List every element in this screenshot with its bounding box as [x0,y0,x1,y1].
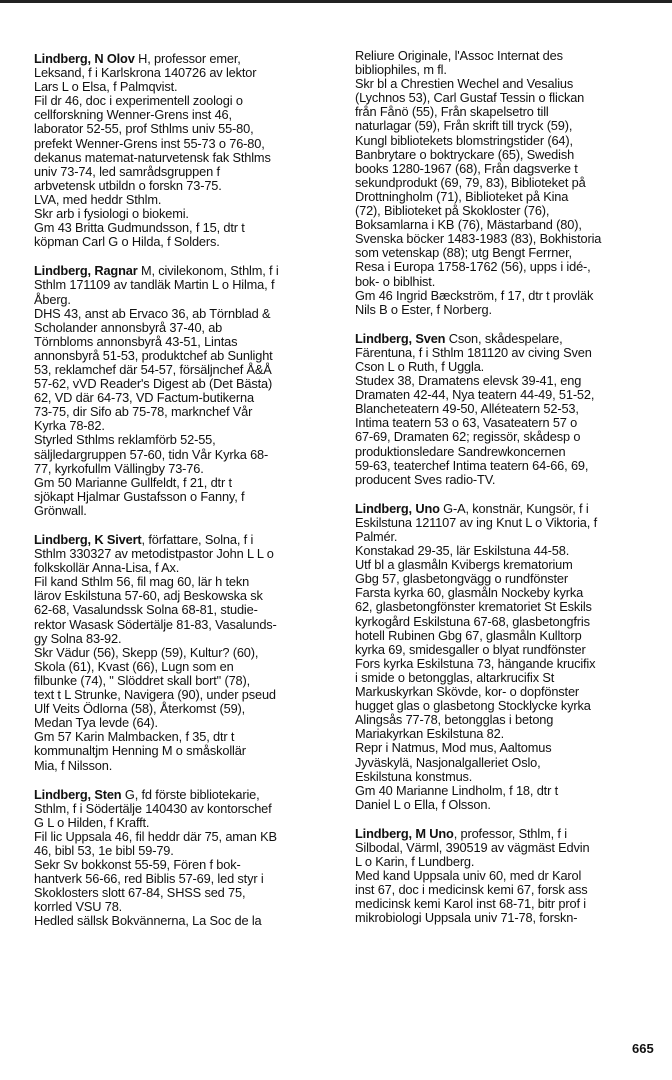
entry-line [355,756,659,770]
entry-text: hugget glas o glasbetong Stocklycke kyrka [355,698,591,714]
entry-line [355,558,659,572]
entry-line [34,561,338,575]
entry-name: Lindberg, Sten [34,786,122,802]
entry-line [34,80,338,94]
entry-text: Palmér. [355,529,398,544]
entry-text: Resa i Europa 1758-1762 (56), upps i idé-, [355,259,591,275]
biography-entry [34,788,338,929]
entry-line [34,533,338,547]
entry-line [355,911,659,925]
entry-text: Törnbloms annonsbyrå 43-51, Lintas [34,333,238,349]
entry-text: Konstakad 29-35, lär Eskilstuna 44-58. [355,543,570,559]
entry-line [355,63,659,77]
entry-text: Med kand Uppsala univ 60, med dr Karol [355,868,582,884]
entry-text: Intima teatern 53 o 63, Vasateatern 57 o [355,415,578,431]
entry-line [34,575,338,589]
entry-text: cellforskning Wenner-Grens inst 46, [34,107,232,123]
entry-line [34,264,338,278]
entry-text: Boksamlarna i KB (76), Mästarband (80), [355,217,582,233]
entry-line [34,872,338,886]
entry-text: LVA, med heddr Sthlm. [34,191,162,207]
entry-line [355,671,659,685]
entry-text: Mia, f Nilsson. [34,757,113,773]
entry-line [355,260,659,274]
entry-line [34,744,338,758]
entry-text: 62, VD där 64-73, VD Factum-butikerna [34,390,254,406]
biography-entry [355,502,659,812]
entry-line [34,858,338,872]
entry-line [355,530,659,544]
entry-text: 73-75, dir Sifo ab 75-78, marknchef Vår [34,404,253,420]
entry-text: produktionsledare Sandrewkoncernen [355,443,566,459]
entry-text: Åberg. [34,291,71,307]
entry-line [34,589,338,603]
entry-line [34,293,338,307]
entry-text: inst 67, doc i medicinsk kemi 67, forsk ass [355,882,588,898]
entry-line [34,688,338,702]
entry-line [34,165,338,179]
entry-line [355,685,659,699]
entry-text: 62, glasbetongfönster krematoriet St Eskils [355,599,592,615]
entry-text: univ 73-74, led samrådsgruppen f [34,163,220,179]
biography-entry [34,264,338,518]
entry-line [355,459,659,473]
entry-line [355,77,659,91]
entry-line [355,473,659,487]
entry-line [34,405,338,419]
biography-entry [355,49,659,317]
entry-line [355,727,659,741]
entry-text: Eskilstuna 121107 av ing Knut L o Viktoria, f [355,514,597,530]
entry-text: säljledargruppen 57-60, tidn Vår Kyrka 68- [34,446,269,462]
entry-line [355,713,659,727]
entry-text: Jyväskylä, Nasjonalgalleriet Oslo, [355,754,541,770]
entry-text: Sekr Sv bokkonst 55-59, Fören f bok- [34,857,241,873]
page-top-edge [0,0,672,3]
entry-line [34,816,338,830]
entry-text: sekundprodukt (69, 79, 83), Biblioteket på [355,174,586,190]
entry-line [34,900,338,914]
entry-name: Lindberg, Ragnar [34,263,138,279]
entry-text: Hedled sällsk Bokvännerna, La Soc de la [34,913,262,929]
entry-line [355,699,659,713]
entry-line [34,377,338,391]
entry-text: Styrled Sthlms reklamförb 52-55, [34,432,216,448]
entry-text: DHS 43, anst ab Ervaco 36, ab Törnblad & [34,305,271,321]
entry-text: annonsbyrå 51-53, produktchef ab Sunlight [34,347,273,363]
entry-text: naturlagar (59), Från skrift till tryck (59), [355,118,573,134]
entry-text: Blancheteatern 49-50, Alléteatern 52-53, [355,401,579,417]
entry-text: Gbg 57, glasbetongvägg o rundfönster [355,571,569,587]
entry-text: mikrobiologi Uppsala univ 71-78, forskn- [355,910,578,926]
biography-entry [34,52,338,249]
entry-line [34,179,338,193]
entry-text: Silbodal, Värml, 390519 av vägmäst Edvin [355,839,590,855]
entry-line [355,204,659,218]
entry-line [355,91,659,105]
left-column [34,52,338,944]
entry-text: Studex 38, Dramatens elevsk 39-41, eng [355,373,582,389]
entry-text: 53, reklamchef där 54-57, försäljnchef Å&Å [34,361,272,377]
entry-text: Utf bl a glasmåln Kvibergs krematorium [355,557,573,573]
entry-text: Sthlm 171109 av tandläk Martin L o Hilma, f [34,277,275,293]
entry-line [34,702,338,716]
entry-text: 67-69, Dramaten 62; regissör, skådesp o [355,429,581,445]
entry-line [355,827,659,841]
entry-line [34,618,338,632]
entry-line [355,246,659,260]
entry-line [355,586,659,600]
entry-text: Repr i Natmus, Mod mus, Aaltomus [355,740,552,756]
entry-line [34,122,338,136]
entry-line [34,433,338,447]
entry-line [355,430,659,444]
entry-line [34,321,338,335]
entry-line [355,572,659,586]
entry-line [34,391,338,405]
entry-line [34,660,338,674]
entry-line [34,66,338,80]
entry-text: Sthlm 330327 av metodistpastor John L L o [34,546,274,562]
entry-line [34,632,338,646]
entry-text: Cson, skådespelare, [445,330,563,346]
entry-text: books 1280-1967 (68), Från dagsverke t [355,160,578,176]
entry-text: Lars L o Elsa, f Palmqvist. [34,79,178,95]
entry-text: Nils B o Ester, f Norberg. [355,301,492,317]
entry-text: Gm 40 Marianne Lindholm, f 18, dtr t [355,782,559,798]
entry-line [34,221,338,235]
entry-line [355,629,659,643]
entry-line [34,802,338,816]
entry-text: Svenska böcker 1483-1983 (83), Bokhistoria [355,231,602,247]
entry-text: (72), Biblioteket på Skokloster (76), [355,203,550,219]
entry-text: bibliophiles, m fl. [355,62,447,78]
entry-line [34,674,338,688]
entry-line [355,869,659,883]
biography-entry [34,533,338,773]
entry-line [355,346,659,360]
page-number: 665 [632,1041,654,1056]
entry-text: Fil lic Uppsala 46, fil heddr där 75, aman KB [34,828,277,844]
entry-line [34,108,338,122]
entry-line [34,335,338,349]
entry-line [34,462,338,476]
entry-text: 46, bibl 53, 1e bibl 59-79. [34,842,174,858]
entry-line [34,448,338,462]
entry-line [355,784,659,798]
entry-line [355,303,659,317]
entry-text: Fil dr 46, doc i experimentell zoologi o [34,93,243,109]
entry-text: G, fd förste bibliotekarie, [121,786,260,802]
entry-line [34,759,338,773]
entry-text: kyrka 69, smidesgaller o blyat rundfönster [355,641,586,657]
entry-text: Gm 50 Marianne Gullfeldt, f 21, dtr t [34,474,232,490]
entry-line [355,657,659,671]
entry-line [34,646,338,660]
entry-text: Gm 46 Ingrid Bæckström, f 17, dtr t provläk [355,287,594,303]
entry-line [355,360,659,374]
entry-text: hantverk 56-66, red Biblis 57-69, led styr i [34,871,264,887]
entry-text: Scholander annonsbyrå 37-40, ab [34,319,223,335]
entry-text: gy Solna 83-92. [34,630,122,646]
entry-line [355,162,659,176]
entry-text: Daniel L o Ella, f Olsson. [355,796,491,812]
entry-line [34,419,338,433]
entry-text: Kyrka 78-82. [34,418,105,434]
entry-text: prefekt Wenner-Grens inst 55-73 o 76-80, [34,135,265,151]
entry-line [34,603,338,617]
entry-text: Skola (61), Kvast (66), Lugn som en [34,658,234,674]
entry-line [34,52,338,66]
entry-line [34,490,338,504]
entry-text: Ulf Veits Ödlorna (58), Återkomst (59), [34,701,246,717]
entry-line [34,307,338,321]
entry-text: producent Sves radio-TV. [355,471,496,487]
entry-line [34,788,338,802]
entry-line [355,190,659,204]
entry-text: , professor, Sthlm, f i [453,825,567,841]
entry-text: arbvetensk utbildn o forskn 73-75. [34,177,222,193]
entry-text: Färentuna, f i Sthlm 181120 av civing Sven [355,344,592,360]
entry-line [34,94,338,108]
entry-text: bok- o biblhist. [355,273,436,289]
entry-line [355,332,659,346]
entry-line [355,218,659,232]
entry-line [355,416,659,430]
entry-line [355,289,659,303]
entry-text: 62-68, Vasalundssk Solna 68-81, studie- [34,602,258,618]
entry-text: korrled VSU 78. [34,899,123,915]
entry-line [355,176,659,190]
entry-line [355,544,659,558]
entry-line [355,445,659,459]
entry-text: hotell Rubinen Gbg 67, glasmåln Kulltorp [355,627,582,643]
entry-text: Sthlm, f i Södertälje 140430 av kontorschef [34,800,272,816]
entry-line [355,275,659,289]
entry-line [34,730,338,744]
entry-text: Farsta kyrka 60, glasmåln Nockeby kyrka [355,585,584,601]
entry-line [355,516,659,530]
entry-text: Gm 43 Britta Gudmundsson, f 15, dtr t [34,220,245,236]
right-column [355,49,659,941]
entry-line [34,151,338,165]
entry-text: kommunaltjm Henning M o småskollär [34,743,246,759]
entry-text: folkskollär Anna-Lisa, f Ax. [34,560,180,576]
entry-line [355,105,659,119]
entry-line [34,547,338,561]
entry-text: Skr Vädur (56), Skepp (59), Kultur? (60), [34,644,259,660]
entry-text: från Fånö (55), Från skapelsetro till [355,104,549,120]
entry-text: L o Karin, f Lundberg. [355,854,475,870]
entry-line [355,502,659,516]
entry-line [355,600,659,614]
entry-text: rektor Wasask Södertälje 81-83, Vasalunds- [34,616,277,632]
entry-text: Fil kand Sthlm 56, fil mag 60, lär h tekn [34,574,250,590]
entry-text: , författare, Solna, f i [141,532,254,547]
entry-line [34,363,338,377]
entry-text: 59-63, teaterchef Intima teatern 64-66, 69, [355,457,589,473]
entry-line [34,207,338,221]
entry-line [34,476,338,490]
entry-name: Lindberg, Uno [355,500,440,516]
entry-text: Banbrytare o boktryckare (65), Swedish [355,146,575,162]
entry-line [355,402,659,416]
entry-line [355,741,659,755]
entry-name: Lindberg, Sven [355,330,446,346]
entry-line [34,193,338,207]
entry-text: Cson L o Ruth, f Uggla. [355,358,485,374]
entry-line [34,235,338,249]
biography-entry [355,332,659,487]
entry-text: Leksand, f i Karlskrona 140726 av lektor [34,65,257,81]
entry-text: laborator 52-55, prof Sthlms univ 55-80, [34,121,254,137]
entry-line [34,137,338,151]
entry-name: Lindberg, K Sivert [34,532,142,547]
entry-text: G L o Hilden, f Krafft. [34,814,150,830]
entry-line [355,148,659,162]
entry-text: kyrkogård Eskilstuna 67-68, glasbetongfris [355,613,590,629]
entry-line [355,897,659,911]
entry-text: Reliure Originale, l'Assoc Internat des [355,48,563,63]
entry-text: Kungl bibliotekets blomstringstider (64), [355,132,573,148]
entry-text: medicinsk kemi Karol inst 68-71, bitr prof i [355,896,586,912]
entry-line [355,615,659,629]
entry-text: 57-62, vVD Reader's Digest ab (Det Bästa) [34,376,273,392]
entry-text: som vetenskap (88); utg Bengt Ferrner, [355,245,572,261]
entry-line [355,388,659,402]
entry-line [34,914,338,928]
entry-line [355,49,659,63]
entry-text: dekanus matemat-naturvetensk fak Sthlms [34,149,271,165]
entry-line [34,716,338,730]
entry-line [355,770,659,784]
entry-line [355,119,659,133]
entry-name: Lindberg, M Uno [355,825,454,841]
entry-text: i smide o betongglas, altarkrucifix St [355,669,555,685]
entry-text: Grönwall. [34,502,87,518]
biography-entry [355,827,659,926]
entry-line [355,232,659,246]
entry-line [355,798,659,812]
entry-text: Skr bl a Chrestien Wechel and Vesalius [355,76,574,92]
entry-line [34,830,338,844]
entry-text: G-A, konstnär, Kungsör, f i [439,500,589,516]
entry-text: text t L Strunke, Navigera (90), under pseud [34,687,276,703]
entry-text: 77, kyrkofullm Vällingby 73-76. [34,460,204,476]
entry-line [355,855,659,869]
entry-line [355,643,659,657]
entry-line [34,278,338,292]
entry-text: lärov Eskilstuna 57-60, adj Beskowska sk [34,588,263,604]
entry-text: sjökapt Hjalmar Gustafsson o Fanny, f [34,488,245,504]
entry-text: köpman Carl G o Hilda, f Solders. [34,234,220,250]
entry-text: Alingsås 77-78, betongglas i betong [355,712,554,728]
entry-text: (Lychnos 53), Carl Gustaf Tessin o flickan [355,90,585,106]
entry-text: filbunke (74), " Slöddret skall bort" (78), [34,672,251,688]
entry-line [355,374,659,388]
entry-name: Lindberg, N Olov [34,51,135,66]
entry-text: Skoklosters slott 67-84, SHSS sed 75, [34,885,246,901]
entry-text: Medan Tya levde (64). [34,715,158,731]
entry-line [355,883,659,897]
entry-text: Dramaten 42-44, Nya teatern 44-49, 51-52, [355,387,595,403]
entry-text: Drottningholm (71), Biblioteket på Kina [355,188,569,204]
entry-line [355,841,659,855]
entry-line [34,504,338,518]
entry-line [34,886,338,900]
entry-text: Eskilstuna konstmus. [355,768,473,784]
entry-text: M, civilekonom, Sthlm, f i [137,263,279,279]
entry-text: Skr arb i fysiologi o biokemi. [34,206,189,222]
entry-line [355,134,659,148]
entry-text: Gm 57 Karin Malmbacken, f 35, dtr t [34,729,235,745]
entry-text: Markuskyrkan Skövde, kor- o dopfönster [355,684,580,700]
entry-line [34,349,338,363]
entry-text: Fors kyrka Eskilstuna 73, hängande krucifix [355,655,596,671]
entry-line [34,844,338,858]
entry-text: H, professor emer, [134,51,241,66]
entry-text: Mariakyrkan Eskilstuna 82. [355,726,505,742]
